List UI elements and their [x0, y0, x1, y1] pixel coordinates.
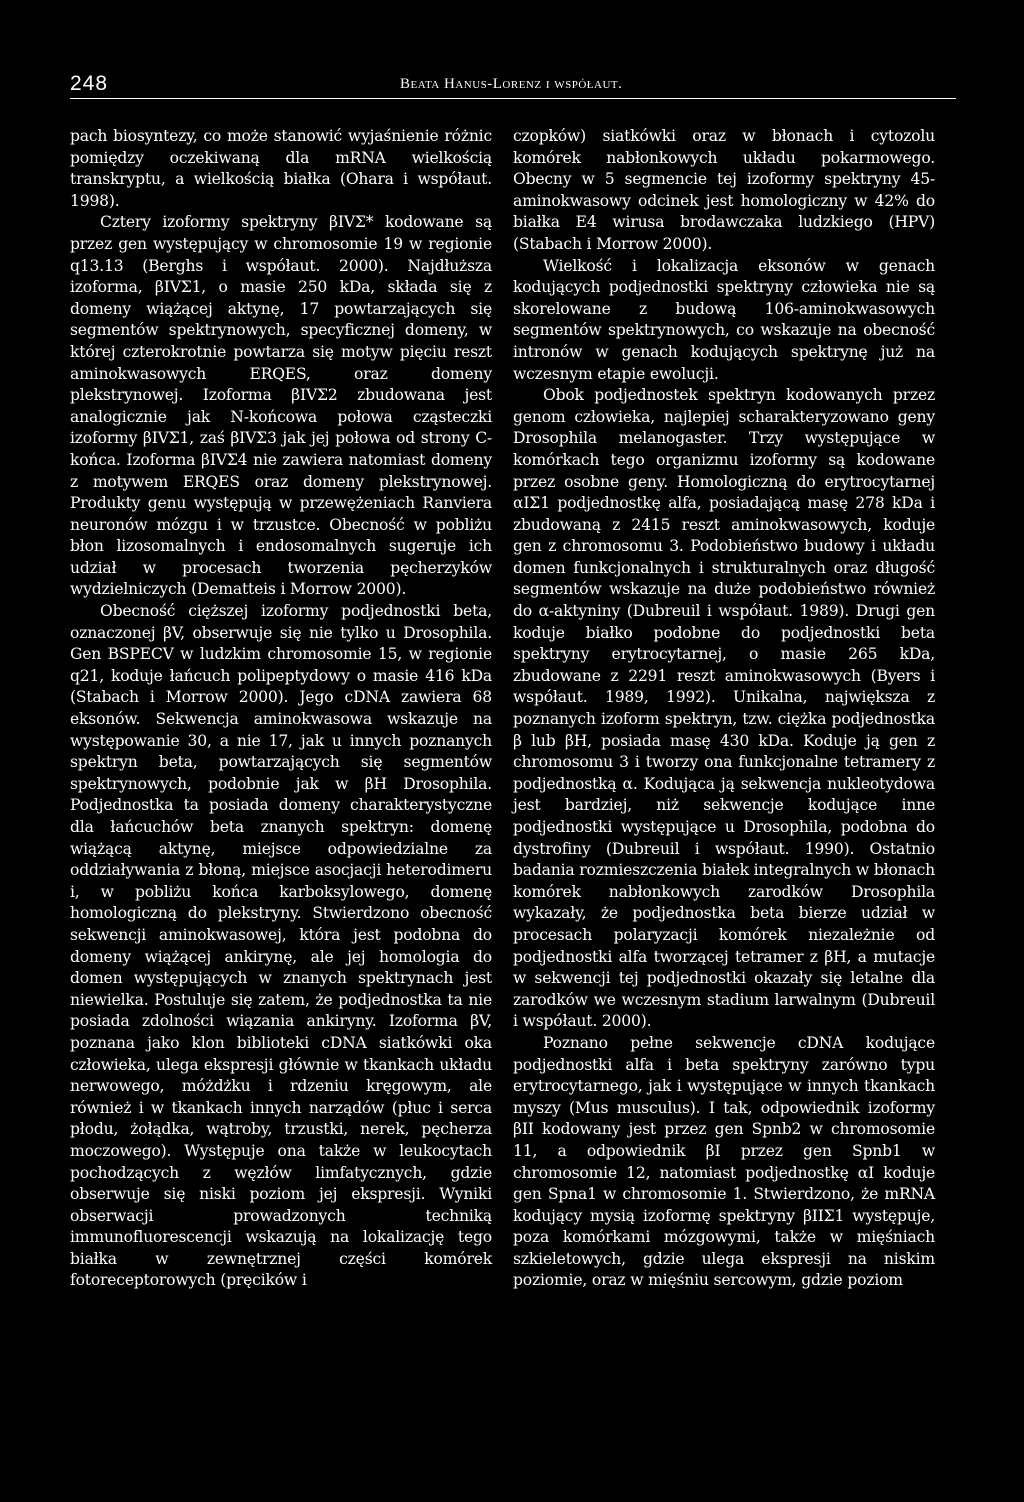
paragraph: Cztery izoformy spektryny βIVΣ* kodowane są przez gen występujący w chromosomie 19 w regionie q13.13 (Berghs i współaut. 2000). Najdłuższa izoforma, βIVΣ1, o masie 250 kDa, składa się z domeny wiążącej aktynę, 17 powtarzających się segmentów spektrynowych, specyficznej domeny, w której czterokrotnie powtarza się motyw pięciu reszt aminokwasowych ERQES, oraz domeny plekstrynowej. Izoforma βIVΣ2 zbudowana jest analogicznie jak N-końcowa połowa cząsteczki izoformy βIVΣ1, zaś βIVΣ3 jak jej połowa od strony C-końca. Izoforma βIVΣ4 nie zawiera natomiast domeny z motywem ERQES oraz domeny plekstrynowej. Produkty genu występują w przewężeniach Ranviera neuronów mózgu i w trzustce. Obecność w pobliżu błon lizosomalnych i endosomalnych sugeruje ich udział w procesach tworzenia pęcherzyków wydzielniczych (Dematteis i Morrow 2000).	[70, 213, 492, 599]
paragraph: Poznano pełne sekwencje cDNA kodujące podjednostki alfa i beta spektryny zarówno typu erytrocytarnego, jak i występujące w innych tkankach myszy (Mus musculus). I tak, odpowiednik izoformy βII kodowany jest przez gen Spnb2 w chromosomie 11, a odpowiednik βI przez gen Spnb1 w chromosomie 12, natomiast podjednostkę αI koduje gen Spna1 w chromosomie 1. Stwierdzono, że mRNA kodujący mysią izoformę spektryny βIIΣ1 występuje, poza komórkami mózgowymi, także w mięśniach szkieletowych, gdzie ulega ekspresji na niskim poziomie, oraz w mięśniu sercowym, gdzie poziom	[513, 1033, 935, 1290]
paragraph: Obecność cięższej izoformy podjednostki beta, oznaczonej βV, obserwuje się nie tylko u Drosophila. Gen BSPECV w ludzkim chromosomie 15, w regionie q21, koduje łańcuch polipeptydowy o masie 416 kDa (Stabach i Morrow 2000). Jego cDNA zawiera 68 eksonów. Sekwencja aminokwasowa wskazuje na występowanie 30, a nie 17, jak u innych poznanych spektryn beta, powtarzających się segmentów spektrynowych, podobnie jak w βH Drosophila. Podjednostka ta posiada domeny charakterystyczne dla łańcuchów beta znanych spektryn: domenę wiążącą aktynę, miejsce odpowiedzialne za oddziaływania z błoną, miejsce asocjacji heterodimeru i, w pobliżu końca karboksylowego, domenę homologiczną do plekstryny. Stwierdzono obecność sekwencji aminokwasowej, która jest podobna do domeny wiążącej ankirynę, ale jej homologia do domen występujących w znanych spektrynach jest niewielka. Postuluje się zatem, że podjednostka ta nie posiada zdolności wiązania ankiryny. Izoforma βV, poznana jako klon biblioteki cDNA siatkówki oka człowieka, ulega ekspresji głównie w tkankach układu nerwowego, móżdżku i rdzeniu kręgowym, ale również i w tkankach innych narządów (płuc i serca płodu, żołądka, wątroby, trzustki, nerek, pęcherza moczowego). Występuje ona także w leukocytach pochodzących z węzłów limfatycznych, gdzie obserwuje się niski poziom jej ekspresji. Wyniki obserwacji prowadzonych techniką immunofluorescencji wskazują na lokalizację tego białka w zewnętrznej części komórek fotoreceptorowych (pręcików i	[70, 602, 492, 1290]
paragraph: Obok podjednostek spektryn kodowanych przez genom człowieka, najlepiej scharakteryzowano geny Drosophila melanogaster. Trzy występujące w komórkach tego organizmu izoformy są kodowane przez osobne geny. Homologiczną do erytrocytarnej αIΣ1 podjednostkę alfa, posiadającą masę 278 kDa i zbudowaną z 2415 reszt aminokwasowych, koduje gen z chromosomu 3. Podobieństwo budowy i układu domen funkcjonalnych i strukturalnych oraz długość segmentów wskazuje na duże podobieństwo również do α-aktyniny (Dubreuil i współaut. 1989). Drugi gen koduje białko podobne do podjednostki beta spektryny erytrocytarnej, o masie 265 kDa, zbudowane z 2291 reszt aminokwasowych (Byers i współaut. 1989, 1992). Unikalna, największa z poznanych izoform spektryn, tzw. ciężka podjednostka β lub βH, posiada masę 430 kDa. Koduje ją gen z chromosomu 3 i tworzy ona funkcjonalne tetramery z podjednostką α. Kodująca ją sekwencja nukleotydowa jest bardziej, niż sekwencje kodujące inne podjednostki występujące u Drosophila, podobna do dystrofiny (Dubreuil i współaut. 1990). Ostatnio badania rozmieszczenia białek integralnych w błonach komórek nabłonkowych zarodków Drosophila wykazały, że podjednostka beta bierze udział w procesach polaryzacji komórek niezależnie od podjednostki alfa tworzącej tetramer z βH, a mutacje w sekwencji tej podjednostki okazały się letalne dla zarodków we wczesnym stadium larwalnym (Dubreuil i współaut. 2000).	[513, 386, 935, 1031]
paragraph: pach biosyntezy, co może stanowić wyjaśnienie różnic pomiędzy oczekiwaną dla mRNA wielkością transkryptu, a wielkością białka (Ohara i współaut. 1998).	[70, 127, 492, 210]
running-head: Beata Hanus-Lorenz i współaut.	[400, 76, 623, 92]
paragraph: czopków) siatkówki oraz w błonach i cytozolu komórek nabłonkowych układu pokarmowego. Obecny w 5 segmencie tej izoformy spektryny 45-aminokwasowy odcinek jest homologiczny w 42% do białka E4 wirusa brodawczaka ludzkiego (HPV) (Stabach i Morrow 2000).	[513, 127, 935, 253]
page-header	[70, 70, 956, 99]
paragraph: Wielkość i lokalizacja eksonów w genach kodujących podjednostki spektryny człowieka nie są skorelowane z budową 106-aminokwasowych segmentów spektrynowych, co wskazuje na obecność intronów w genach kodujących spektrynę już na wczesnym etapie ewolucji.	[513, 256, 935, 383]
right-column	[513, 126, 935, 1292]
page-number: 248	[70, 72, 109, 95]
left-column	[70, 126, 492, 1292]
